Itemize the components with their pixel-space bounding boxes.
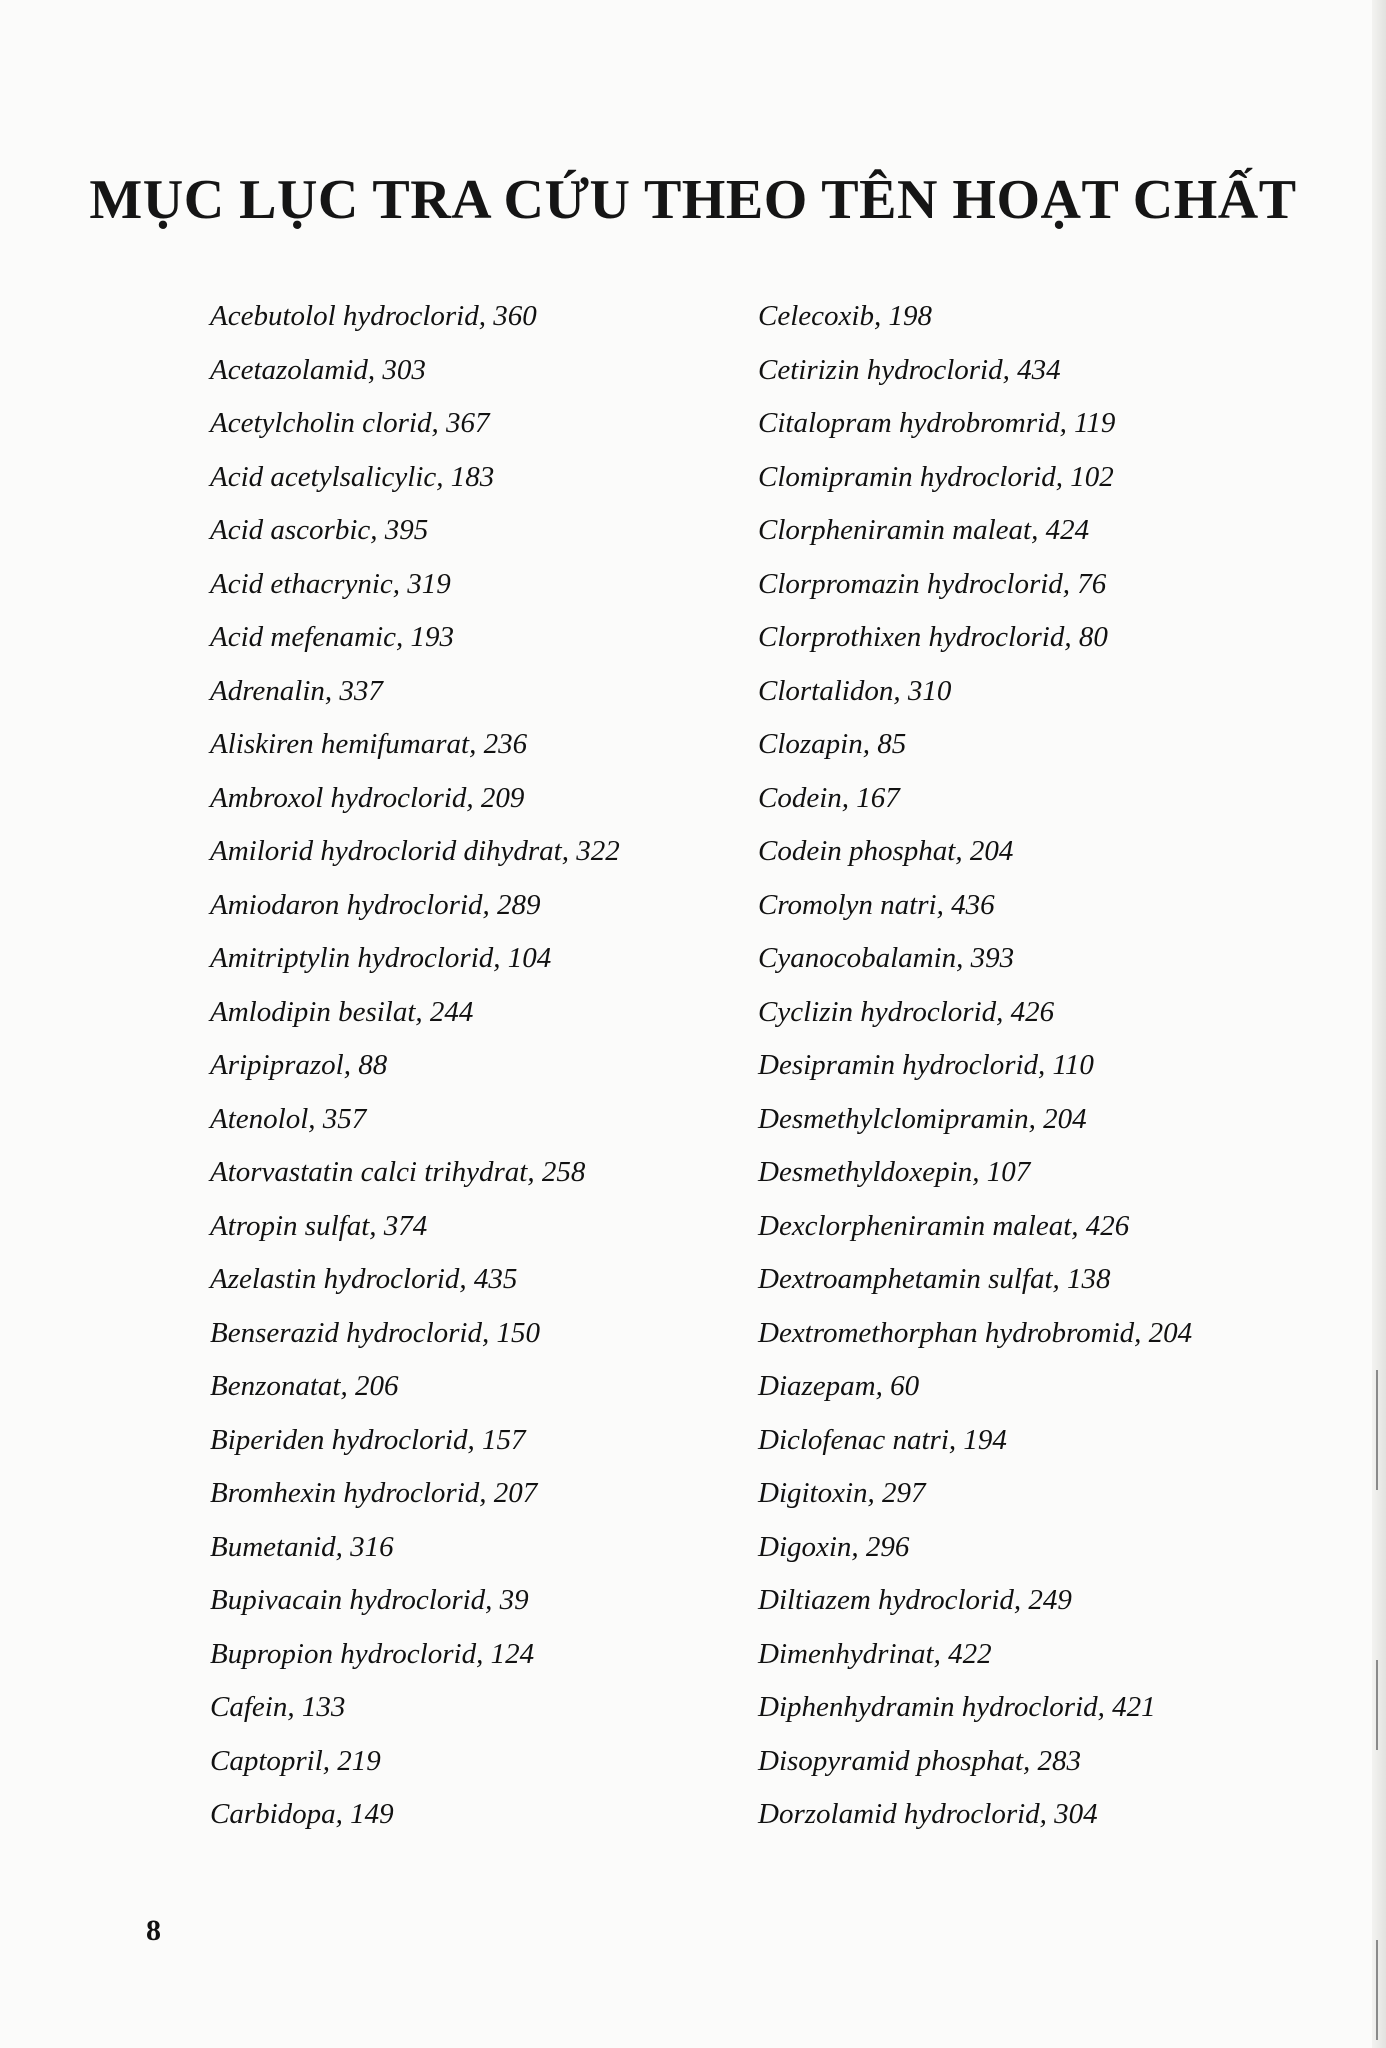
index-entry: Cetirizin hydroclorid, 434 [758,353,1061,386]
index-entry: Amitriptylin hydroclorid, 104 [210,942,552,974]
index-entry: Bupropion hydroclorid, 124 [210,1637,535,1670]
index-entry: Diphenhydramin hydroclorid, 421 [758,1691,1156,1723]
index-entry: Dorzolamid hydroclorid, 304 [758,1798,1098,1830]
page-title: MỤC LỤC TRA CỨU THEO TÊN HOẠT CHẤT [89,169,1297,231]
index-entry: Clomipramin hydroclorid, 102 [758,460,1114,493]
index-entry: Cromolyn natri, 436 [758,888,995,921]
index-entry: Acetylcholin clorid, 367 [210,407,490,439]
index-entry: Digitoxin, 297 [758,1477,926,1509]
index-entry: Clorprothixen hydroclorid, 80 [758,621,1108,653]
index-entry: Cyanocobalamin, 393 [758,942,1015,974]
index-entry: Desipramin hydroclorid, 110 [758,1049,1094,1081]
index-entry: Celecoxib, 198 [758,300,932,332]
index-entry: Benzonatat, 206 [210,1370,399,1402]
index-entry: Desmethyldoxepin, 107 [758,1156,1031,1188]
page-edge-mark [1376,1940,1378,2040]
page-edge [1372,0,1386,2048]
page-edge-mark [1376,1660,1378,1750]
index-entry: Dimenhydrinat, 422 [758,1637,992,1670]
index-entry: Atenolol, 357 [210,1102,367,1135]
page-edge-mark [1376,1370,1378,1490]
index-entry: Bumetanid, 316 [210,1530,394,1563]
index-entry: Acetazolamid, 303 [210,353,426,386]
index-entry: Clorpheniramin maleat, 424 [758,514,1090,546]
index-entry: Citalopram hydrobromrid, 119 [758,407,1116,439]
index-column-right [758,290,1192,1842]
index-entry: Adrenalin, 337 [210,674,383,707]
index-entry: Atorvastatin calci trihydrat, 258 [210,1156,586,1188]
index-entry: Acid mefenamic, 193 [210,621,455,653]
index-entry: Acid ascorbic, 395 [210,514,429,546]
index-column-left [210,290,620,1842]
index-entry: Benserazid hydroclorid, 150 [210,1316,540,1349]
index-entry: Dextromethorphan hydrobromid, 204 [758,1316,1193,1349]
index-entry: Clozapin, 85 [758,728,907,760]
index-entry: Captopril, 219 [210,1744,381,1777]
index-entry: Aripiprazol, 88 [210,1049,388,1081]
index-entry: Biperiden hydroclorid, 157 [210,1423,526,1456]
index-entry: Amlodipin besilat, 244 [210,995,474,1028]
index-entry: Dexclorpheniramin maleat, 426 [758,1209,1130,1242]
index-entry: Carbidopa, 149 [210,1798,394,1830]
index-entry: Acid ethacrynic, 319 [210,567,451,600]
index-entry: Clorpromazin hydroclorid, 76 [758,567,1107,600]
page-number: 8 [146,1914,161,1947]
index-entry: Digoxin, 296 [758,1530,910,1563]
index-entry: Aliskiren hemifumarat, 236 [210,728,528,760]
index-entry: Codein phosphat, 204 [758,835,1014,867]
index-entry: Clortalidon, 310 [758,674,952,707]
index-entry: Amiodaron hydroclorid, 289 [210,888,541,921]
index-entry: Atropin sulfat, 374 [210,1209,428,1242]
index-entry: Cafein, 133 [210,1691,346,1723]
index-entry: Azelastin hydroclorid, 435 [210,1263,518,1295]
index-entry: Codein, 167 [758,781,900,814]
index-entry: Diazepam, 60 [758,1370,920,1402]
index-entry: Bupivacain hydroclorid, 39 [210,1584,529,1616]
index-entry: Diclofenac natri, 194 [758,1423,1007,1456]
index-entry: Desmethylclomipramin, 204 [758,1102,1087,1135]
index-entry: Amilorid hydroclorid dihydrat, 322 [210,835,620,867]
index-entry: Cyclizin hydroclorid, 426 [758,995,1055,1028]
index-entry: Disopyramid phosphat, 283 [758,1744,1082,1777]
index-entry: Diltiazem hydroclorid, 249 [758,1584,1072,1616]
index-entry: Ambroxol hydroclorid, 209 [210,781,525,814]
index-entry: Bromhexin hydroclorid, 207 [210,1477,538,1509]
index-entry: Acid acetylsalicylic, 183 [210,460,495,493]
index-entry: Dextroamphetamin sulfat, 138 [758,1263,1111,1295]
index-entry: Acebutolol hydroclorid, 360 [210,300,537,332]
